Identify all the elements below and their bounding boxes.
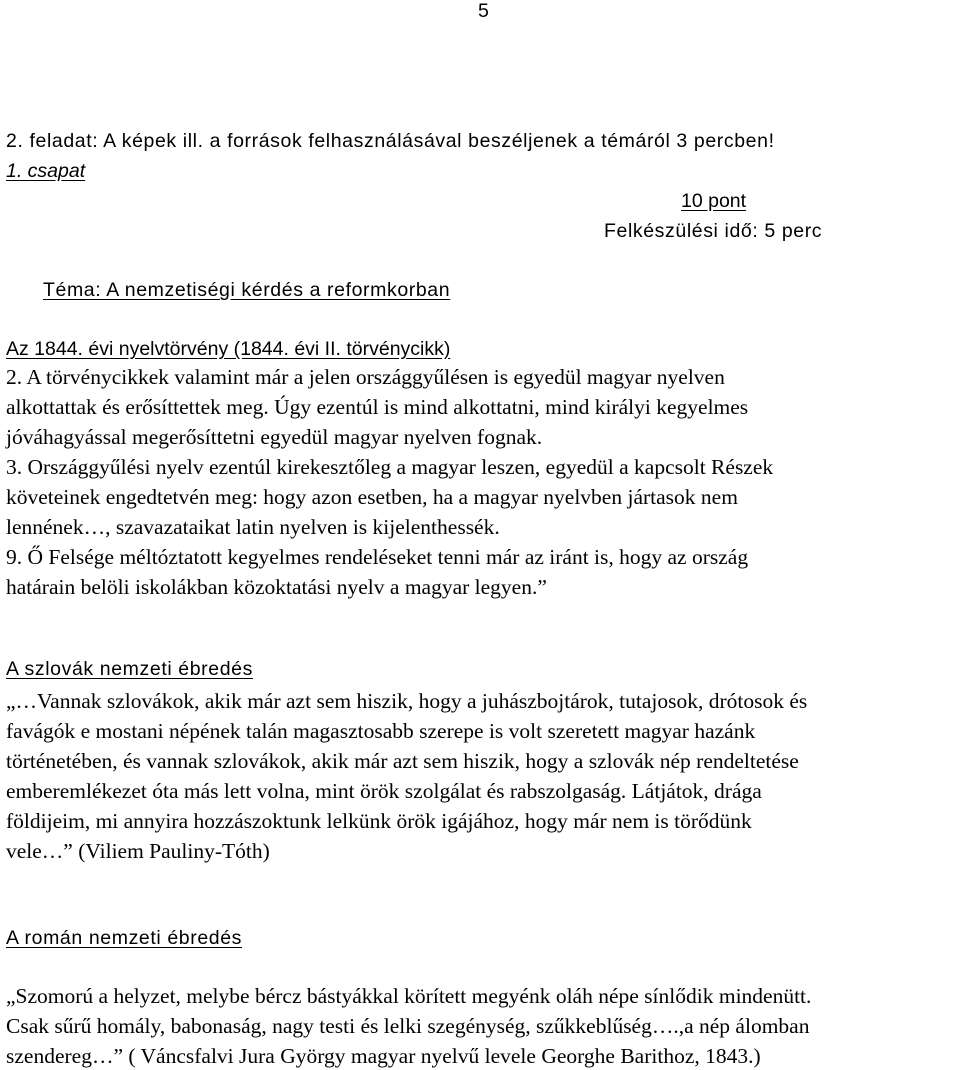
- law-title: Az 1844. évi nyelvtörvény (1844. évi II. törvénycikk): [6, 338, 451, 360]
- prep-time-label: Felkészülési idő: 5 perc: [604, 220, 823, 242]
- romanian-quote-line: „Szomorú a helyzet, melybe bércz bástyákkal körített megyénk oláh népe sínlődik mindenütt.: [6, 984, 812, 1008]
- law-line: követeinek engedtetvén meg: hogy azon esetben, ha a magyar nyelvben jártasok nem: [6, 485, 738, 509]
- points-label: 10 pont: [681, 190, 747, 212]
- team-label: 1. csapat: [6, 160, 86, 182]
- law-line: 9. Ő Felsége méltóztatott kegyelmes rendeléseket tenni már az iránt is, hogy az ország: [6, 545, 749, 569]
- slovak-quote-line: „…Vannak szlovákok, akik már azt sem hiszik, hogy a juhászbojtárok, tutajosok, drótosok és: [6, 689, 808, 713]
- romanian-quote-line: Csak sűrű homály, babonaság, nagy testi és lelki szegénység, szűkkeblűség….,a nép álomban: [6, 1014, 810, 1038]
- law-line: lennének…, szavazataikat latin nyelven is kijelenthessék.: [6, 515, 500, 539]
- slovak-quote-line: emberemlékezet óta más lett volna, mint örök szolgálat és rabszolgaság. Látjátok, drága: [6, 779, 762, 803]
- slovak-quote-line: történetében, és vannak szlovákok, akik már azt sem hiszik, hogy a szlovák nép rendeltetése: [6, 749, 799, 773]
- task-heading: 2. feladat: A képek ill. a források felhasználásával beszéljenek a témáról 3 percben!: [6, 130, 775, 152]
- slovak-section-title: A szlovák nemzeti ébredés: [6, 658, 253, 680]
- slovak-quote-line: földijeim, mi annyira hozzászoktunk lelkünk örök igájához, hogy már nem is törődünk: [6, 809, 752, 833]
- law-line: jóváhagyással megerősíttetni egyedül magyar nyelven fognak.: [6, 425, 543, 449]
- law-line: 3. Országgyűlési nyelv ezentúl kirekesztőleg a magyar leszen, egyedül a kapcsolt Részek: [6, 455, 774, 479]
- slovak-quote-line: vele…” (Viliem Pauliny-Tóth): [6, 839, 270, 863]
- topic-heading: Téma: A nemzetiségi kérdés a reformkorban: [43, 279, 451, 301]
- romanian-quote-line: szendereg…” ( Váncsfalvi Jura György magyar nyelvű levele Georghe Barithoz, 1843.): [6, 1044, 761, 1068]
- romanian-section-title: A román nemzeti ébredés: [6, 927, 243, 949]
- slovak-quote-line: favágók e mostani népének talán magasztosabb szerepe is volt szeretett magyar hazánk: [6, 719, 756, 743]
- law-line: alkottattak és erősíttettek meg. Úgy ezentúl is mind alkottatni, mind királyi kegyelmes: [6, 395, 749, 419]
- law-line: határain belöli iskolákban közoktatási nyelv a magyar legyen.”: [6, 575, 547, 599]
- law-line: 2. A törvénycikkek valamint már a jelen országgyűlésen is egyedül magyar nyelven: [6, 365, 725, 389]
- page-number: 5: [478, 0, 489, 22]
